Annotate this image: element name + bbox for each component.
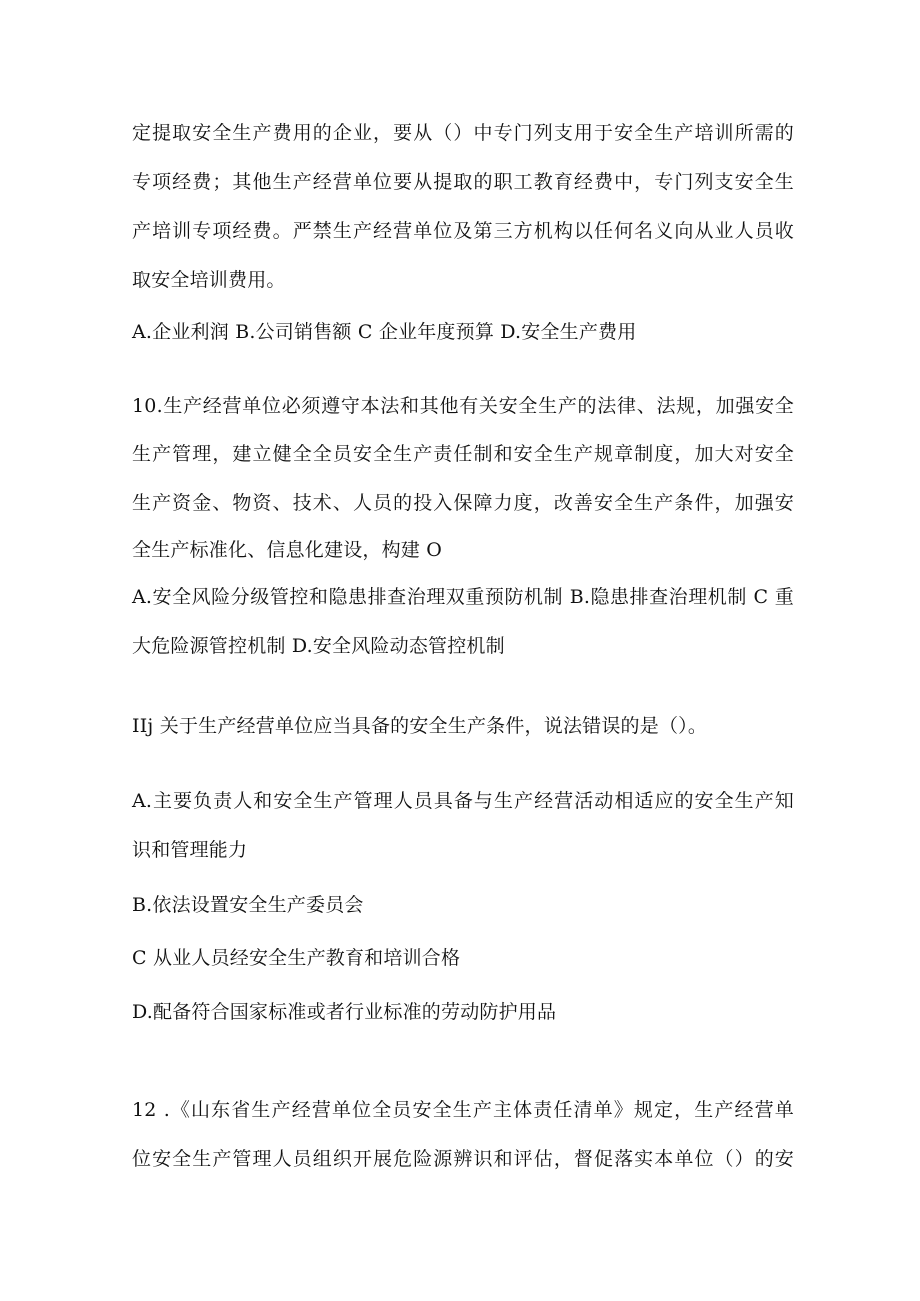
answer-options: A.安全风险分级管控和隐患排查治理双重预防机制 B.隐患排查治理机制 C 重 (132, 586, 794, 608)
question-text-line: 生产管理，建立健全全员安全生产责任制和安全生产规章制度，加大对安全 (132, 443, 794, 465)
answer-option-a-cont: 识和管理能力 (132, 839, 248, 861)
question-text-line: 12 .《山东省生产经营单位全员安全生产主体责任清单》规定，生产经营单 (132, 1099, 794, 1121)
question-text-line: 产培训专项经费。严禁生产经营单位及第三方机构以任何名义向从业人员收 (132, 220, 794, 242)
question-text-line: 全生产标准化、信息化建设，构建 O (132, 539, 443, 561)
question-text-line: 位安全生产管理人员组织开展危险源辨识和评估，督促落实本单位（）的安 (132, 1148, 794, 1170)
question-text-line: 10.生产经营单位必须遵守本法和其他有关安全生产的法律、法规，加强安全 (132, 395, 794, 417)
question-text-line: 专项经费；其他生产经营单位要从提取的职工教育经费中，专门列支安全生 (132, 171, 794, 193)
answer-option-b: B.依法设置安全生产委员会 (132, 894, 364, 916)
answer-option-d: D.配备符合国家标准或者行业标准的劳动防护用品 (132, 1001, 557, 1023)
answer-options: A.企业利润 B.公司销售额 C 企业年度预算 D.安全生产费用 (132, 321, 637, 343)
question-text-line: IIj 关于生产经营单位应当具备的安全生产条件，说法错误的是（）。 (132, 715, 708, 737)
answer-option-c: C 从业人员经安全生产教育和培训合格 (132, 947, 461, 969)
answer-options: 大危险源管控机制 D.安全风险动态管控机制 (132, 635, 505, 657)
answer-option-a: A.主要负责人和安全生产管理人员具备与生产经营活动相适应的安全生产知 (132, 790, 794, 812)
question-text-line: 定提取安全生产费用的企业，要从（）中专门列支用于安全生产培训所需的 (132, 122, 794, 144)
question-text-line: 生产资金、物资、技术、人员的投入保障力度，改善安全生产条件，加强安 (132, 492, 794, 514)
question-text-line: 取安全培训费用。 (132, 269, 286, 291)
